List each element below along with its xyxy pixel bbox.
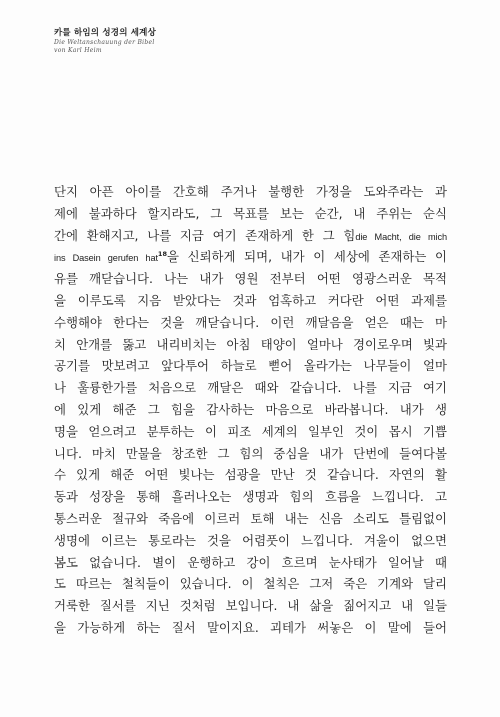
book-title: 카를 하임의 성경의 세계상 (54, 28, 156, 38)
original-title: Die Weltanschauung der Bibel (54, 39, 155, 46)
german-quote: ins Dasein gerufen hat (54, 253, 158, 264)
text-line: 수행해야 한다는 것을 깨닫습니다. 이런 깨달음을 얻은 때는 마 (54, 314, 447, 330)
text-line: 에 있게 해준 그 힘을 감사하는 마음으로 바라봅니다. 내가 생 (54, 401, 447, 417)
text-line: 동과 성장을 통해 흘러나오는 생명과 힘의 흐름을 느낍니다. 고 (54, 489, 447, 505)
text-line: 생명에 이르는 통로라는 것을 어렴풋이 느낍니다. 겨울이 없으면 (54, 532, 447, 548)
german-quote: die Macht, die mich (355, 231, 447, 242)
text-line: 수 있게 해준 어떤 빛나는 섬광을 만난 것 같습니다. 자연의 활 (54, 467, 447, 483)
text-line: 봄도 없습니다. 별이 운행하고 강이 흐르며 눈사태가 일어날 때 (54, 554, 447, 570)
text-fragment: 간에 환해지고, 나를 지금 여기 존재하게 한 그 힘 (54, 227, 356, 243)
text-line: 제에 불과하다 할지라도, 그 목표를 보는 순간, 내 주위는 순식 (54, 205, 447, 221)
text-line: 나 훌륭한가를 처음으로 깨달은 때와 같습니다. 나를 지금 여기 (54, 380, 447, 396)
text-line (54, 246, 447, 268)
text-line: 통스러운 절규와 죽음에 이르러 토해 내는 신음 소리도 틀림없이 (54, 510, 447, 526)
text-line: 단지 아픈 아이를 간호해 주거나 불행한 가정을 도와주라는 과 (54, 184, 447, 199)
text-line: 치 안개를 뚫고 내리비치는 아침 태양이 얼마나 경이로우며 빛과 (54, 336, 447, 352)
footnote-marker[interactable]: 18 (157, 250, 167, 259)
text-line: 공기를 맛보려고 앞다투어 하늘로 뻗어 올라가는 나무들이 얼마 (54, 358, 447, 374)
text-fragment: 을 신뢰하게 되며, 내가 이 세상에 존재하는 이 (166, 249, 447, 265)
original-author: von Karl Heim (54, 46, 102, 54)
text-line: 유를 깨닫습니다. 나는 내가 영원 전부터 어떤 영광스러운 목적 (54, 271, 447, 287)
body-text (54, 181, 447, 639)
text-line: 니다. 마치 만물을 창조한 그 힘의 중심을 내가 단번에 들여다볼 (54, 445, 447, 461)
running-header (54, 28, 156, 54)
text-line: 거룩한 질서를 지닌 것처럼 보입니다. 내 삶을 짊어지고 내 일들 (54, 598, 447, 614)
text-line: 도 따르는 철칙들이 있습니다. 이 철칙은 그저 죽은 기계와 달리 (54, 576, 447, 592)
text-line (54, 225, 447, 247)
text-line: 을 이루도록 지음 받았다는 것과 엄혹하고 커다란 어떤 과제를 (54, 292, 447, 308)
text-line: 을 가능하게 하는 질서 말이지요. 괴테가 써놓은 이 말에 들어 (54, 619, 447, 635)
text-line: 명을 얻으려고 분투하는 이 피조 세계의 일부인 것이 몹시 기쁩 (54, 423, 447, 439)
